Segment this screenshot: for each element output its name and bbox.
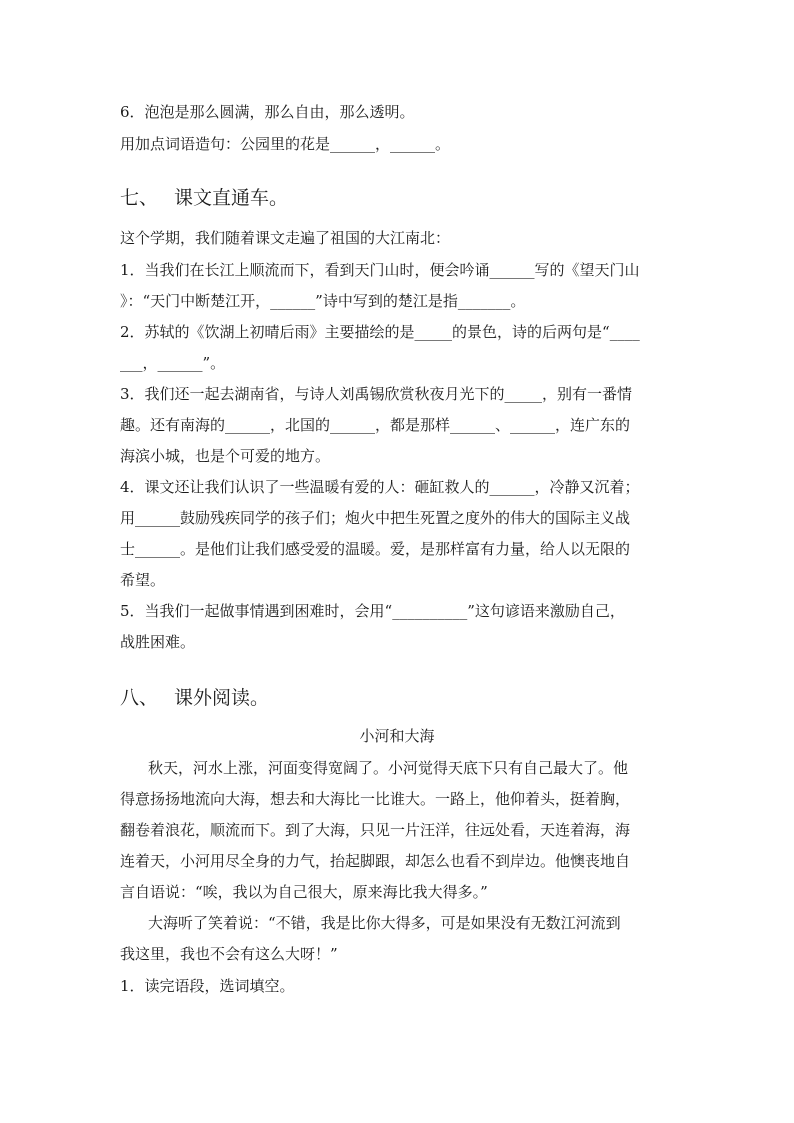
section-7-line: 1．当我们在长江上顺流而下，看到天门山时，便会吟诵______写的《望天门山 [120,261,640,279]
section-7-line: 海滨小城，也是个可爱的地方。 [120,447,331,465]
section-7-line: 4．课文还让我们认识了一些温暖有爱的人：砸缸救人的______，冷静又沉着； [120,478,640,496]
q6-prompt: 用加点词语造句：公园里的花是______，______。 [120,135,451,153]
section-7-heading [120,186,288,210]
passage-line: 大海听了笑着说：“不错，我是比你大得多，可是如果没有无数江河流到 [148,914,621,932]
passage-line: 得意扬扬地流向大海，想去和大海比一比谁大。一路上，他仰着头，挺着胸， [120,790,631,808]
passage-line: 我这里，我也不会有这么大呀！” [120,945,338,963]
section-7-title: 课文直通车。 [174,187,289,209]
passage-line: 翻卷着浪花，顺流而下。到了大海，只见一片汪洋，往远处看，天连着海，海 [120,821,631,839]
section-7-line: 用______鼓励残疾同学的孩子们；炮火中把生死置之度外的伟大的国际主义战 [120,509,631,527]
question-1: 1．读完语段，选词填空。 [120,977,295,995]
passage-title: 小河和大海 [359,727,435,745]
section-7-line: 》：“天门中断楚江开，______”诗中写到的楚江是指_______。 [120,292,526,310]
passage-line: 连着天，小河用尽全身的力气，抬起脚跟，却怎么也看不到岸边。他懊丧地自 [120,852,631,870]
section-7-line: ___，______”。 [120,354,226,372]
section-7-line: 趣。还有南海的______，北国的______，都是那样______、______，连广东的 [120,416,631,434]
passage-line: 言自语说：“唉，我以为自己很大，原来海比我大得多。” [120,883,488,901]
section-7-line: 3．我们还一起去湖南省，与诗人刘禹锡欣赏秋夜月光下的_____，别有一番情 [120,385,633,403]
section-7-number: 七、 [120,187,159,209]
section-8-heading [120,686,269,710]
section-7-intro: 这个学期，我们随着课文走遍了祖国的大江南北： [120,229,451,247]
section-8-number: 八、 [120,687,159,709]
passage-line: 秋天，河水上涨，河面变得宽阔了。小河觉得天底下只有自己最大了。他 [148,759,629,777]
section-7-line: 希望。 [120,571,166,589]
section-7-line: 战胜困难。 [120,633,196,651]
q6-sentence: 6．泡泡是那么圆满，那么自由，那么透明。 [120,103,415,121]
section-7-line: 5．当我们一起做事情遇到困难时，会用“__________”这句谚语来激励自己， [120,602,625,620]
section-7-line: 2．苏轼的《饮湖上初晴后雨》主要描绘的是_____的景色，诗的后两句是“____ [120,323,640,341]
section-7-line: 士______。是他们让我们感受爱的温暖。爱，是那样富有力量，给人以无限的 [120,540,631,558]
section-8-title: 课外阅读。 [174,687,270,709]
